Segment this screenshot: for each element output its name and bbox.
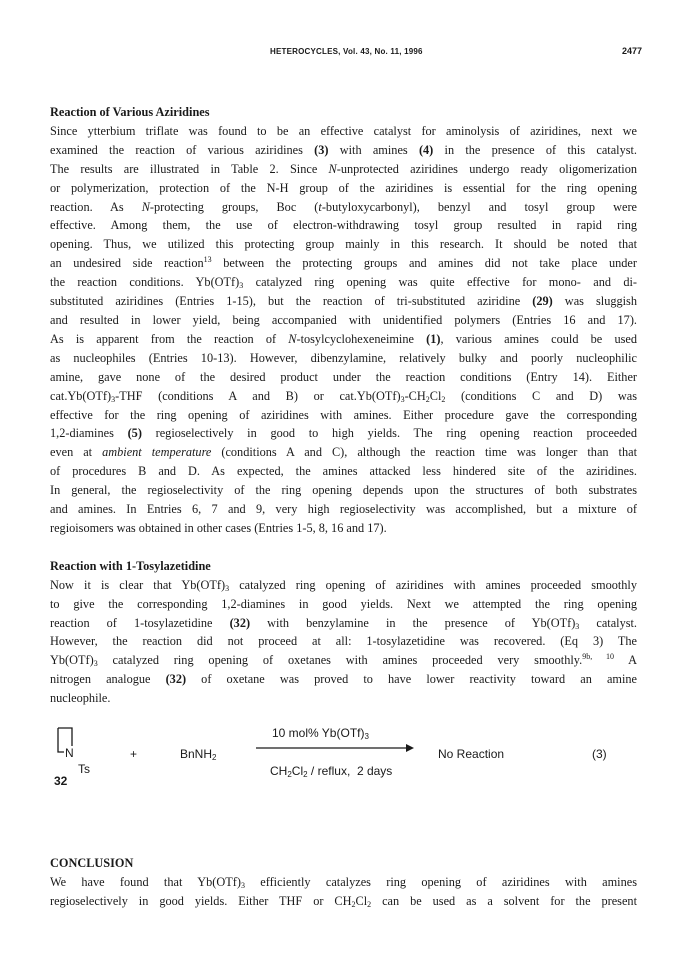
running-head: HETEROCYCLES, Vol. 43, No. 11, 1996: [270, 47, 423, 56]
section-heading-azetidine: Reaction with 1-Tosylazetidine: [50, 558, 211, 573]
text-line: regioisomers was obtained in other cases (Entries 1-5, 8, 16 and 17).: [50, 520, 387, 535]
ring-nitrogen: N: [65, 746, 74, 761]
text-line: and amines. In Entries 6, 7 and 9, very high regioselectivity was accomplished, but a mixture of: [50, 502, 637, 517]
text-line: reaction. As N-protecting groups, Boc (t-butyloxycarbonyl), benzyl and tosyl group were: [50, 199, 637, 214]
text-line: to give the corresponding 1,2-diamines in good yields. Next we attempted the ring opening: [50, 596, 637, 611]
reagent-bnnh2: BnNH$_2$: [180, 747, 217, 763]
text-line: However, the reaction did not proceed at all: 1-tosylazetidine was recovered. (Eq 3) The: [50, 634, 637, 649]
text-line: or polymerization, protection of the N-H group of the aziridines is essential for the ring opening: [50, 180, 637, 195]
text-line: of procedures B and D. As expected, the amines attacked less hindered site of the aziridines.: [50, 464, 637, 479]
text-line: Since ytterbium triflate was found to be an effective catalyst for aminolysis of aziridines, next we: [50, 123, 637, 138]
ring-bond: [58, 728, 64, 752]
text-line: as nucleophiles (Entries 10-13). However, dibenzylamine, relatively bulky and poorly nucleophilic: [50, 350, 637, 365]
ring-tosyl: Ts: [78, 762, 90, 777]
conclusion-section: [50, 854, 637, 911]
text-line: the reaction conditions. $Yb(OTf)_3$ catalyzed ring opening was quite effective for mono- and di-: [50, 275, 637, 291]
text-line: examined the reaction of various aziridines (3) with amines (4) in the presence of this catalyst.: [50, 142, 637, 157]
article-body: [50, 103, 637, 816]
conditions-label: $CH_2Cl_2$ / reflux, 2 days: [270, 764, 393, 780]
text-line: an undesired side reaction$^{13}$ between the protecting groups and amines did not take place under: [50, 255, 637, 271]
text-line: $Yb(OTf)_3$ catalyzed ring opening of oxetanes with amines proceeded very smoothly.$^{9b, 10}$ A: [50, 652, 638, 669]
text-line: nitrogen analogue (32) of oxetane was proved to have lower reactivity toward an amine: [50, 672, 637, 687]
text-line: regioselectively in good yields. Either THF or $CH_2Cl_2$ can be used as a solvent for the present: [50, 894, 637, 909]
text-line: We have found that $Yb(OTf)_3$ efficiently catalyzes ring opening of aziridines with amines: [50, 875, 637, 890]
catalyst-label: 10 mol% $Yb(OTf)_3$: [272, 726, 369, 742]
text-line: reaction of 1-tosylazetidine (32) with benzylamine in the presence of $Yb(OTf)_3$ catalyst.: [50, 615, 637, 631]
text-line: $cat.Yb(OTf)_3$-THF (conditions A and B) or $cat.Yb(OTf)_3-CH_2Cl_2$ (conditions C and D) was: [50, 388, 637, 404]
reaction-arrow: [256, 743, 416, 753]
text-line: nucleophile.: [50, 691, 111, 706]
text-line: In general, the regioselectivity of the ring opening depends upon the structures of both substrates: [50, 483, 637, 498]
page-number: 2477: [621, 46, 642, 56]
text-line: effective. Among them, the use of electron-withdrawing tosyl group resulted in rapid ring: [50, 218, 637, 233]
plus-sign: +: [130, 747, 138, 762]
section-heading-aziridines: Reaction of Various Aziridines: [50, 105, 210, 119]
text-line: amine, gave none of the desired product under the reaction conditions (Entry 14). Either: [50, 369, 637, 384]
text-line: even at ambient temperature (conditions A and C), although the reaction time was longer than that: [50, 445, 637, 460]
product-label: No Reaction: [438, 747, 505, 762]
text-line: and resulted in lower yield, being accompanied with unidentified polymers (Entries 16 and 17).: [50, 312, 637, 327]
compound-number: 32: [54, 774, 68, 789]
text-line: substituted aziridines (Entries 1-15), but the reaction of tri-substituted aziridine (29) was sluggish: [50, 294, 637, 309]
text-line: Now it is clear that $Yb(OTf)_3$ catalyzed ring opening of aziridines with amines proceeded smoothly: [50, 577, 637, 593]
equation-number: (3): [592, 747, 607, 762]
paragraph-aziridines: [50, 122, 637, 538]
section-heading-conclusion: CONCLUSION: [50, 856, 134, 870]
text-line: opening. Thus, we utilized this protecting group mainly in this research. It should be noted that: [50, 237, 637, 252]
paragraph-azetidine: [50, 576, 637, 708]
text-line: 1,2-diamines (5) regioselectively in good to high yields. The ring opening reaction proceeded: [50, 426, 638, 441]
text-line: The results are illustrated in Table 2. Since N-unprotected aziridines undergo ready oligomerization: [50, 161, 637, 176]
text-line: effective for the ring opening of aziridines with amines. Either procedure gave the corresponding: [50, 407, 637, 422]
text-line: As is apparent from the reaction of N-tosylcyclohexeneimine (1), various amines could be used: [50, 331, 637, 346]
paragraph-conclusion: [50, 873, 637, 911]
equation-3: [50, 716, 637, 816]
